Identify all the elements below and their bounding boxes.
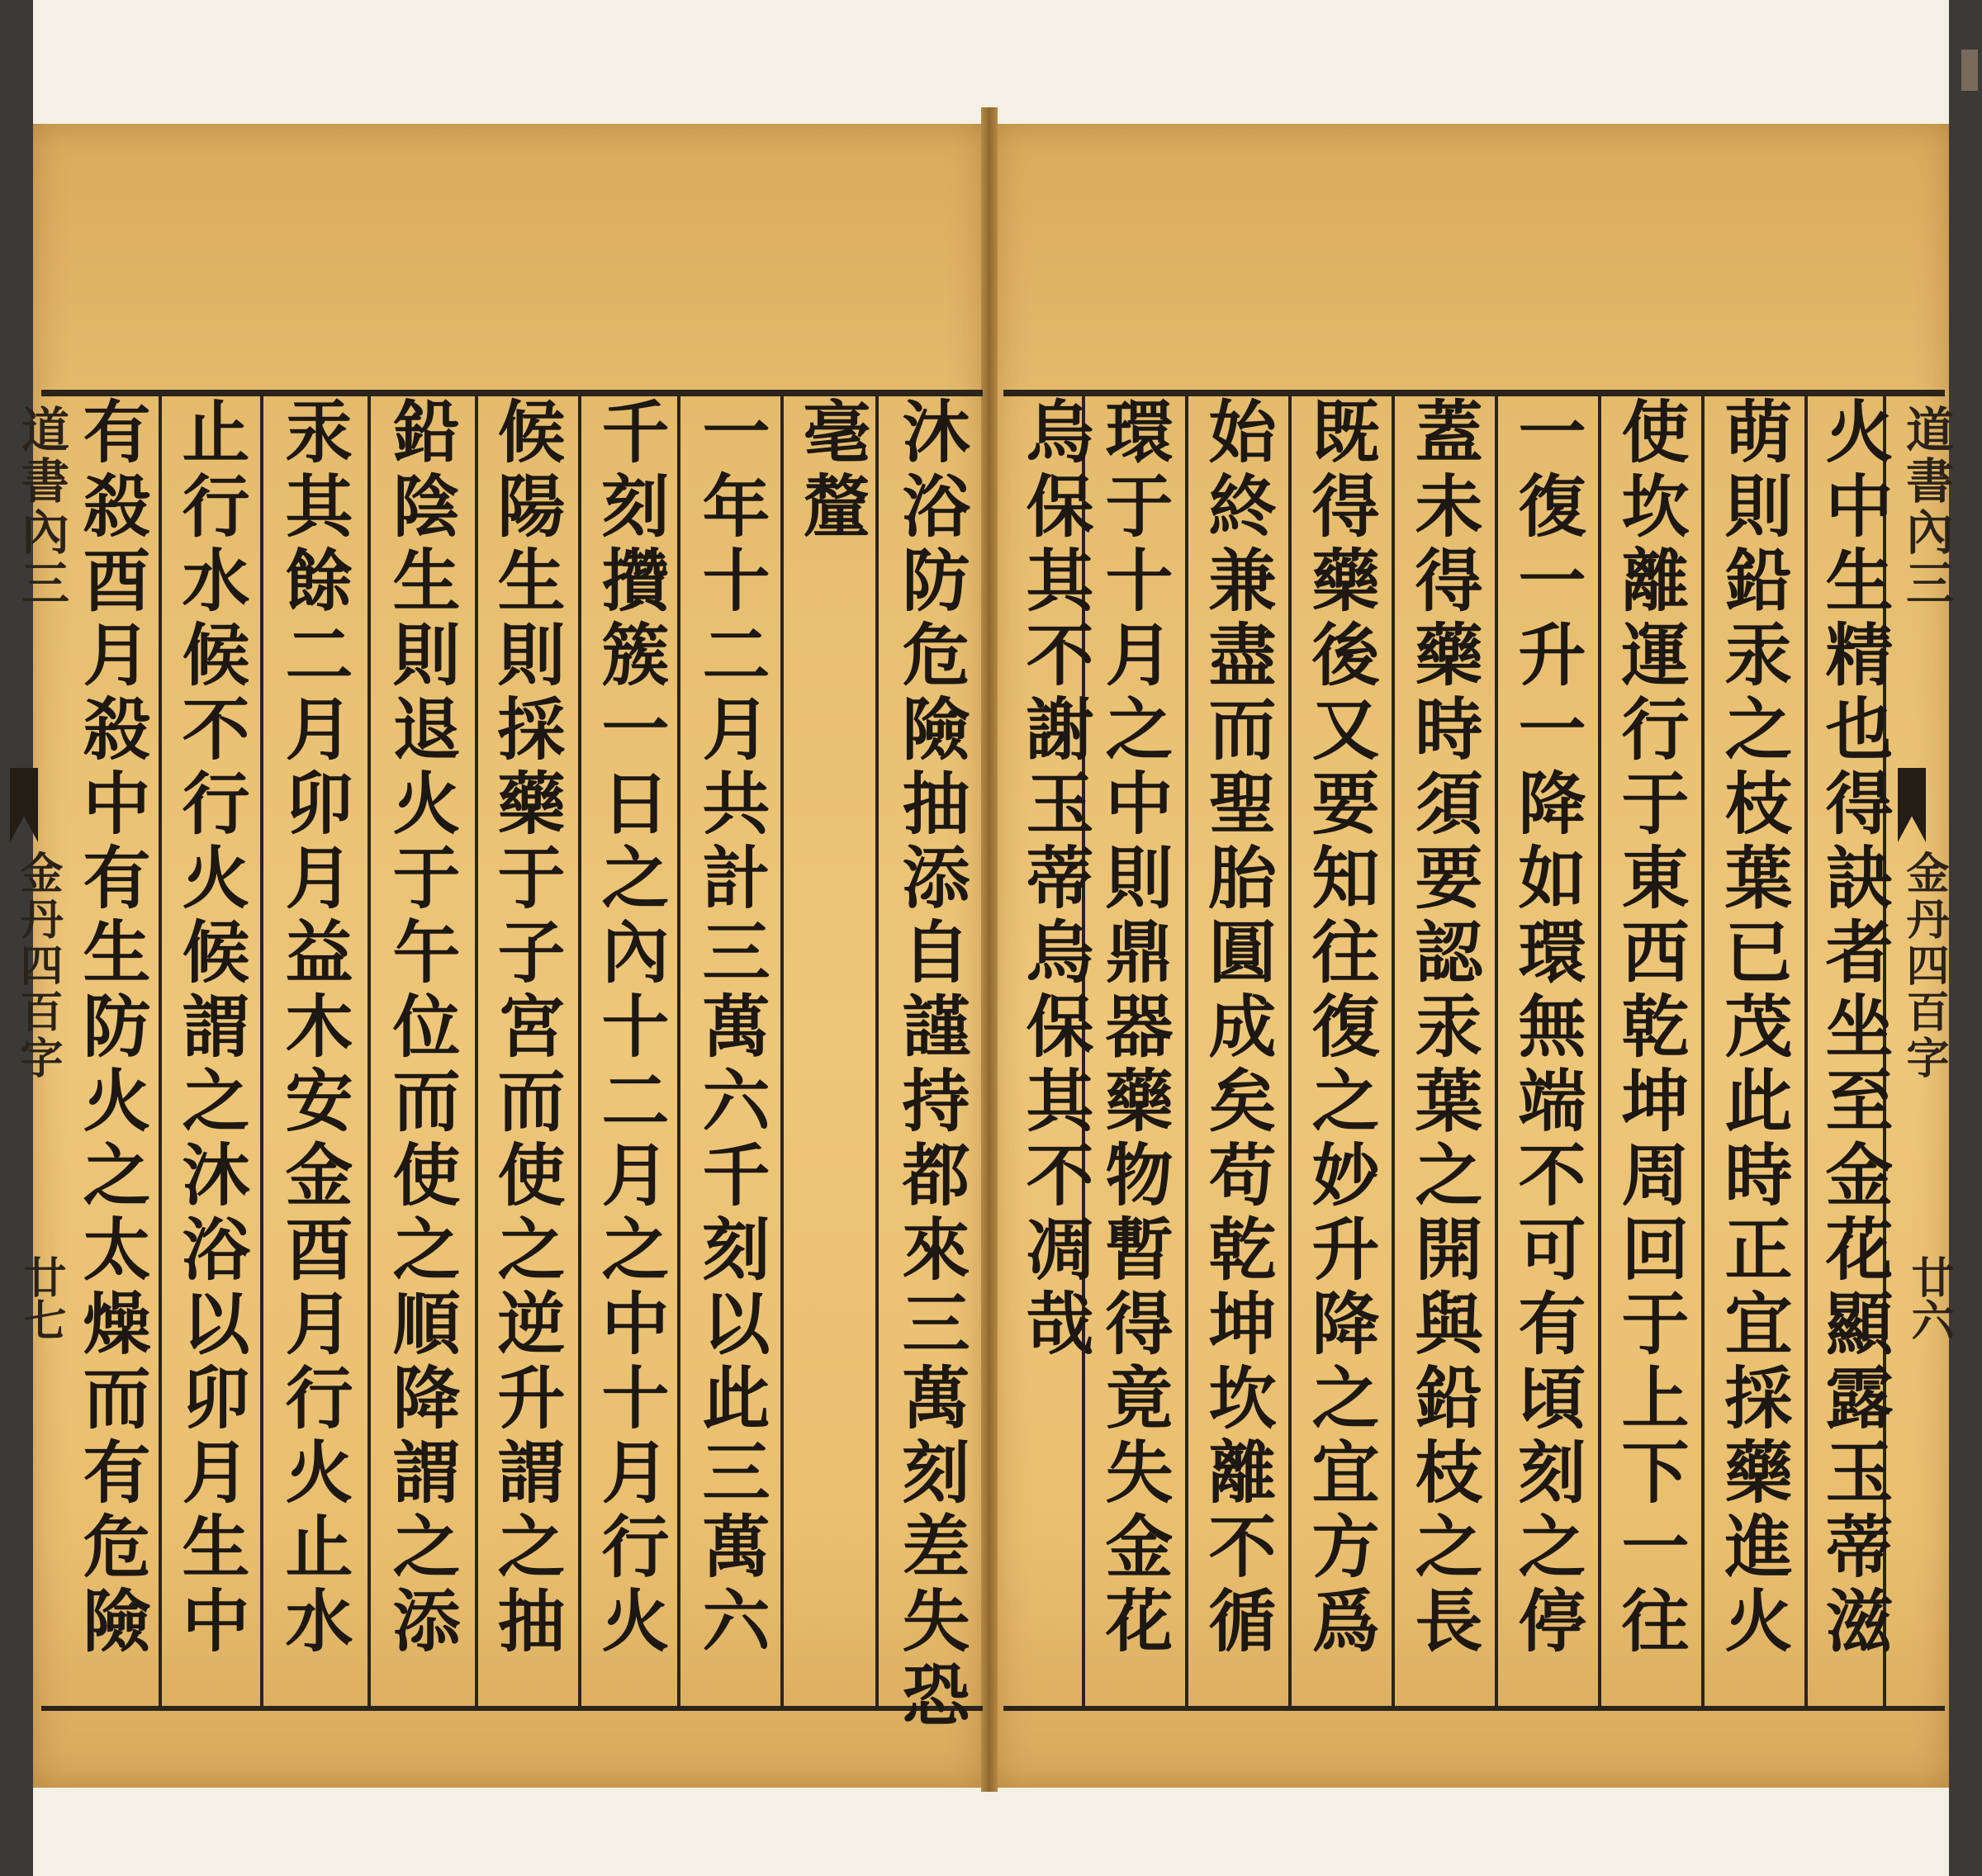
text-column: 火中生精也得訣者坐至金花顯露玉蒂滋 xyxy=(1814,396,1894,1660)
left-fish-tail-mark xyxy=(10,768,38,842)
text-column: 毫釐 xyxy=(792,396,871,545)
column-rule xyxy=(578,395,581,1706)
column-rule xyxy=(367,395,371,1706)
right-folio-number: 廿六 xyxy=(1904,1255,1954,1341)
column-rule xyxy=(780,395,784,1706)
column-rule xyxy=(1288,395,1292,1706)
text-column: 千刻攢簇一日之內十二月之中十月行火 xyxy=(590,396,670,1660)
column-rule xyxy=(260,395,263,1706)
left-margin-title: 道書內三 xyxy=(13,405,69,609)
top-blank-leaf xyxy=(33,0,1949,124)
column-rule xyxy=(1185,395,1188,1706)
left-folio-number: 廿七 xyxy=(16,1255,66,1341)
column-rule xyxy=(677,395,680,1706)
column-rule xyxy=(1495,395,1498,1706)
column-rule xyxy=(1598,395,1601,1706)
collection-mark xyxy=(1961,50,1978,91)
column-rule xyxy=(159,395,162,1706)
text-column: 既得藥後又要知往復之妙升降之宜方爲 xyxy=(1301,396,1380,1660)
text-column: 汞其餘二月卯月益木安金酉月行火止水 xyxy=(274,396,353,1660)
text-column: 使坎離運行于東西乾坤周回于上下一往 xyxy=(1610,396,1690,1660)
text-column: 候陽生則採藥于子宮而使之逆升謂之抽 xyxy=(486,396,566,1660)
text-column: 沐浴防危險抽添自謹持都來三萬刻差失恐 xyxy=(891,396,970,1734)
text-column: 烏保其不謝玉蒂烏保其不凋哉 xyxy=(1015,396,1094,1362)
bottom-blank-leaf xyxy=(33,1788,1949,1876)
text-column: 止行水候不行火候謂之沐浴以卯月生中 xyxy=(171,396,250,1660)
text-column: 一復一升一降如環無端不可有頃刻之停 xyxy=(1507,396,1586,1660)
right-margin-title: 道書內三 xyxy=(1898,405,1954,609)
left-margin-subtitle: 金丹四百字 xyxy=(12,850,63,1082)
column-rule xyxy=(875,395,879,1706)
text-column: 鉛陰生則退火于午位而使之順降謂之添 xyxy=(382,396,461,1660)
text-column: 一年十二月共計三萬六千刻以此三萬六 xyxy=(691,396,771,1660)
text-column: 有殺酉月殺中有生防火之太燥而有危險 xyxy=(72,396,151,1660)
column-rule xyxy=(475,395,478,1706)
text-column: 萌則鉛汞之枝葉已茂此時正宜採藥進火 xyxy=(1714,396,1793,1660)
text-column: 蓋未得藥時須要認汞葉之開與鉛枝之長 xyxy=(1404,396,1483,1660)
book-gutter xyxy=(981,107,998,1792)
right-margin-subtitle: 金丹四百字 xyxy=(1899,850,1949,1082)
column-rule xyxy=(1701,395,1705,1706)
text-column: 環于十月之中則鼎器藥物暫得竟失金花 xyxy=(1094,396,1174,1660)
text-column: 始終兼盡而聖胎圓成矣苟乾坤坎離不循 xyxy=(1197,396,1277,1660)
column-rule xyxy=(1804,395,1808,1706)
column-rule xyxy=(1392,395,1395,1706)
